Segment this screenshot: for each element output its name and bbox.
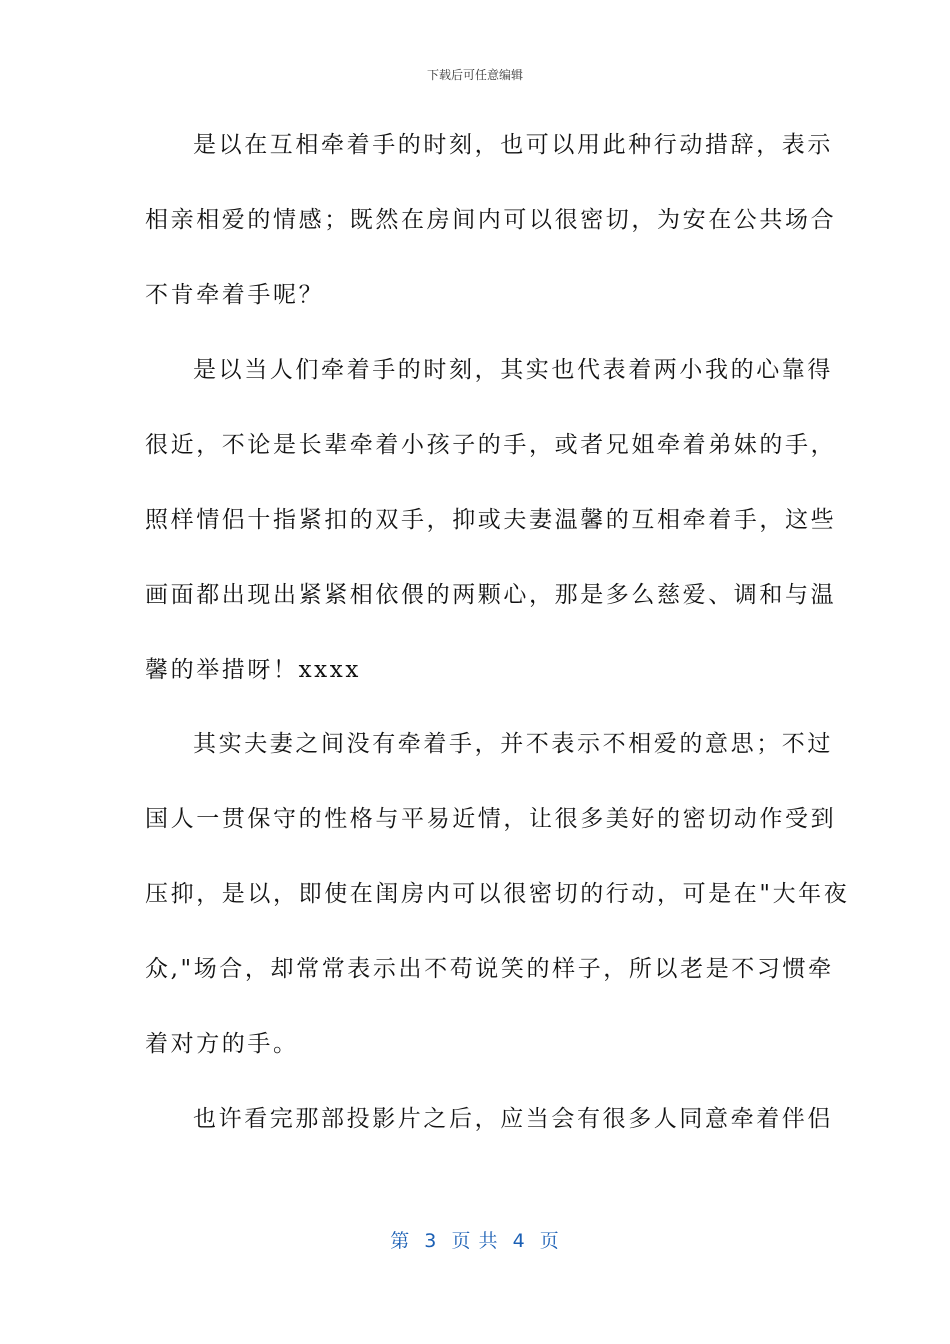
paragraph-2-line-3: 照样情侣十指紧扣的双手，抑或夫妻温馨的互相牵着手，这些 [145,507,837,533]
paragraph-2-line-1: 是以当人们牵着手的时刻，其实也代表着两小我的心靠得 [193,357,833,383]
paragraph-1-line-2: 相亲相爱的情感；既然在房间内可以很密切，为安在公共场合 [145,207,837,233]
paragraph-4-line-1: 也许看完那部投影片之后，应当会有很多人同意牵着伴侣 [193,1106,833,1132]
paragraph-3-line-2: 国人一贯保守的性格与平易近情，让很多美好的密切动作受到 [145,806,837,832]
paragraph-3-line-1: 其实夫妻之间没有牵着手，并不表示不相爱的意思；不过 [193,731,833,757]
paragraph-3-line-4: 众,"场合，却常常表示出不苟说笑的样子，所以老是不习惯牵 [145,956,834,982]
paragraph-2-line-5: 馨的举措呀！xxxx [145,657,361,683]
page-number-footer: 第 3 页 共 4 页 [390,1230,560,1252]
paragraph-2-line-2: 很近，不论是长辈牵着小孩子的手，或者兄姐牵着弟妹的手， [145,432,837,458]
paragraph-1-line-3: 不肯牵着手呢？ [145,282,325,308]
paragraph-2-line-4: 画面都出现出紧紧相依偎的两颗心，那是多么慈爱、调和与温 [145,582,837,608]
paragraph-3-line-3: 压抑，是以，即使在闺房内可以很密切的行动，可是在"大年夜 [145,881,850,907]
page-header: 下载后可任意编辑 [426,68,523,82]
paragraph-1-line-1: 是以在互相牵着手的时刻，也可以用此种行动措辞，表示 [193,132,833,158]
paragraph-3-line-5: 着对方的手。 [145,1031,299,1057]
